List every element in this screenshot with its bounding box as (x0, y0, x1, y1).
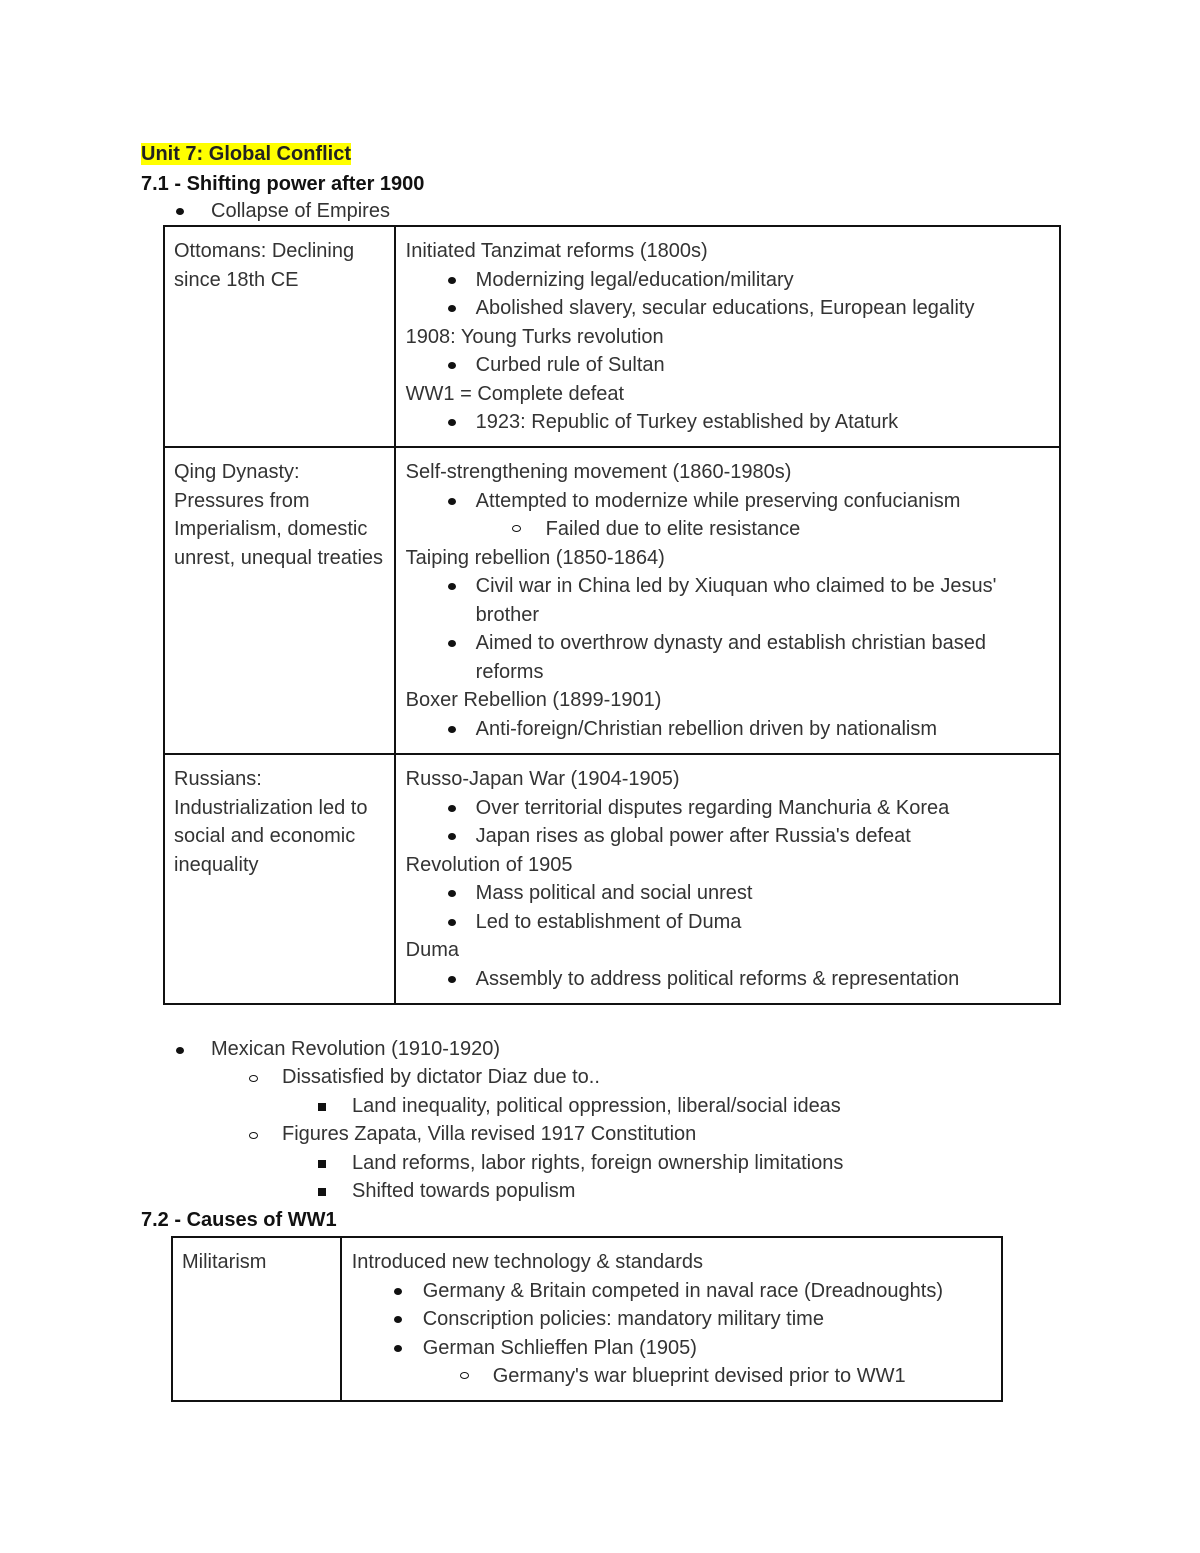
row-label-cell: Militarism (172, 1237, 341, 1401)
list-item: Attempted to modernize while preserving confucianism (406, 487, 1050, 516)
table-row (164, 754, 1060, 1004)
list-item: Japan rises as global power after Russia's defeat (406, 822, 1050, 851)
list-item: Abolished slavery, secular educations, European legality (406, 294, 1050, 323)
list-item: Mass political and social unrest (406, 879, 1050, 908)
list-item: 1923: Republic of Turkey established by Ataturk (406, 408, 1050, 437)
list-item-text: Land inequality, political oppression, liberal/social ideas (352, 1095, 841, 1117)
list-item: Germany & Britain competed in naval race (Dreadnoughts) (352, 1277, 992, 1306)
square-bullet-icon (318, 1103, 326, 1111)
list-item-text: Shifted towards populism (352, 1180, 576, 1202)
list-item-text: Figures Zapata, Villa revised 1917 Constitution (282, 1123, 697, 1145)
bullet-icon (176, 208, 184, 215)
list-item: Aimed to overthrow dynasty and establish christian based reforms (406, 629, 1050, 686)
circle-bullet-icon (249, 1075, 258, 1082)
content-line: Taiping rebellion (1850-1864) (405, 546, 665, 569)
list-item: Failed due to elite resistance (406, 515, 1050, 544)
list-item: Curbed rule of Sultan (406, 351, 1050, 380)
content-line: WW1 = Complete defeat (405, 382, 625, 405)
table-row (172, 1237, 1002, 1401)
list-item: Germany's war blueprint devised prior to WW1 (352, 1362, 992, 1391)
row-content-cell (395, 754, 1060, 1004)
list-item: Conscription policies: mandatory military time (352, 1305, 992, 1334)
square-bullet-icon (318, 1160, 326, 1168)
section-heading-7-1: 7.1 - Shifting power after 1900 (141, 173, 425, 195)
unit-title (141, 140, 351, 168)
mexican-revolution-list (176, 1035, 1076, 1215)
list-item: Led to establishment of Duma (406, 908, 1050, 937)
row-content-cell (341, 1237, 1002, 1401)
content-line: Russo-Japan War (1904-1905) (405, 768, 680, 790)
row-content-cell (395, 447, 1060, 754)
square-bullet-icon (318, 1188, 326, 1196)
content-line: 1908: Young Turks revolution (405, 325, 664, 348)
bullet-icon (176, 1047, 184, 1054)
section-heading-7-2: 7.2 - Causes of WW1 (141, 1209, 337, 1231)
content-line: Duma (405, 939, 460, 961)
circle-bullet-icon (249, 1132, 258, 1139)
unit-title-text: Unit 7: Global Conflict (141, 143, 351, 165)
list-item: Civil war in China led by Xiuquan who claimed to be Jesus' brother (406, 572, 1050, 629)
empires-table (163, 225, 1061, 1005)
row-label-cell: Qing Dynasty: Pressures from Imperialism, domestic unrest, unequal treaties (164, 447, 395, 754)
content-line: Revolution of 1905 (405, 853, 573, 876)
content-line: Boxer Rebellion (1899-1901) (405, 689, 662, 711)
row-content-cell (395, 226, 1060, 447)
list-item-text: Mexican Revolution (1910-1920) (211, 1038, 501, 1060)
row-label-cell: Russians: Industrialization led to social and economic inequality (164, 754, 395, 1004)
table-row (164, 447, 1060, 754)
list-item: Assembly to address political reforms & representation (406, 965, 1050, 994)
causes-table (171, 1236, 1003, 1402)
content-line: Introduced new technology & standards (351, 1251, 704, 1273)
list-item-text: Land reforms, labor rights, foreign ownership limitations (352, 1152, 844, 1174)
list-item: Over territorial disputes regarding Manchuria & Korea (406, 794, 1050, 823)
table-row (164, 226, 1060, 447)
list-item-text: Collapse of Empires (211, 200, 390, 222)
row-label-cell: Ottomans: Declining since 18th CE (164, 226, 395, 447)
content-line: Self-strengthening movement (1860-1980s) (405, 461, 792, 483)
list-item: Anti-foreign/Christian rebellion driven by nationalism (406, 715, 1050, 744)
list-item-text: Dissatisfied by dictator Diaz due to.. (282, 1066, 600, 1088)
list-item: German Schlieffen Plan (1905) (352, 1334, 992, 1363)
content-line: Initiated Tanzimat reforms (1800s) (405, 240, 708, 262)
list-item: Modernizing legal/education/military (406, 266, 1050, 295)
